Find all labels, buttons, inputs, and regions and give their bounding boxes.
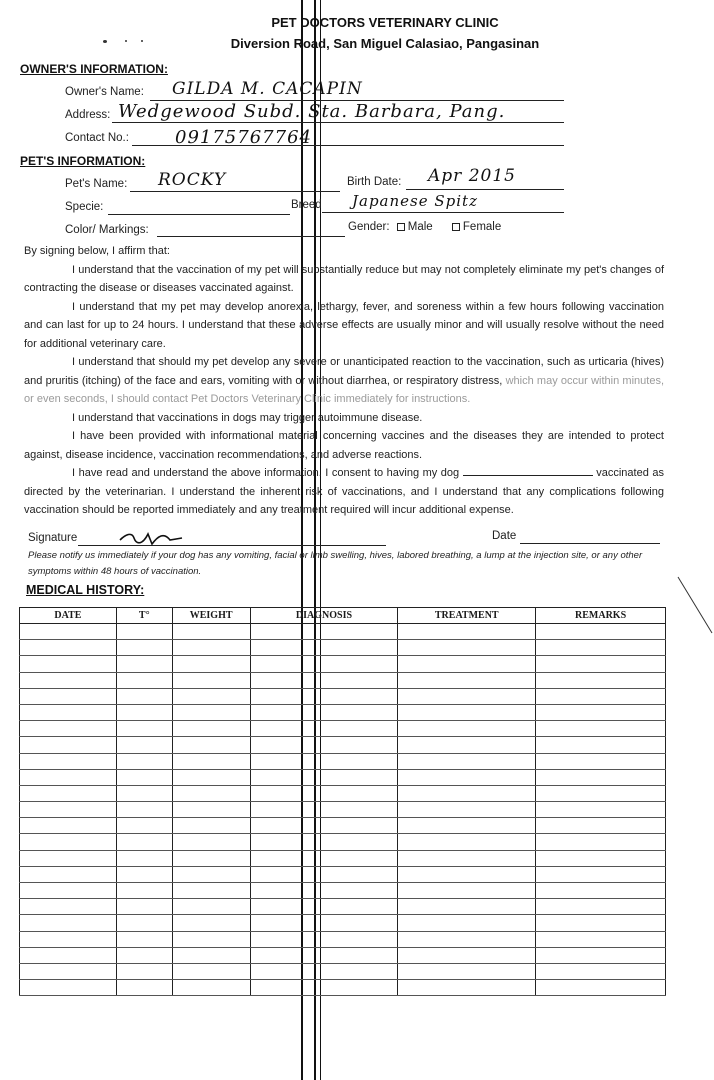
table-cell[interactable]	[172, 624, 250, 640]
column-header-diagnosis: DIAGNOSIS	[250, 608, 398, 624]
table-cell[interactable]	[536, 656, 666, 672]
table-cell[interactable]	[20, 802, 117, 818]
aftercare-notice: Please notify us immediately if your dog has any vomiting, facial or limb swelling, hives, labored breathing, a lump at the injection site, or any other symptoms within 48 hours of vaccination.	[28, 550, 643, 577]
table-row	[20, 850, 666, 866]
table-cell[interactable]	[536, 721, 666, 737]
table-cell[interactable]	[20, 688, 117, 704]
table-cell[interactable]	[20, 721, 117, 737]
consent-paragraph-5: I have been provided with informational material concerning vaccines and the diseases they are intended to protect against, disease incidence, vaccination recommendations, and adverse reactions.	[24, 430, 664, 461]
table-cell[interactable]	[116, 850, 172, 866]
table-cell[interactable]	[536, 883, 666, 899]
table-cell[interactable]	[20, 963, 117, 979]
table-cell[interactable]	[536, 931, 666, 947]
table-cell[interactable]	[250, 802, 398, 818]
table-cell[interactable]	[250, 753, 398, 769]
table-row	[20, 980, 666, 996]
table-cell[interactable]	[250, 640, 398, 656]
table-cell[interactable]	[398, 850, 536, 866]
table-cell[interactable]	[398, 802, 536, 818]
signature-label: Signature	[28, 532, 78, 544]
table-cell[interactable]	[250, 915, 398, 931]
table-cell[interactable]	[250, 688, 398, 704]
table-cell[interactable]	[172, 721, 250, 737]
owner-name-value: GILDA M. CACAPIN	[172, 79, 363, 99]
table-cell[interactable]	[398, 753, 536, 769]
column-header-temperature: T°	[116, 608, 172, 624]
table-cell[interactable]	[250, 737, 398, 753]
table-cell[interactable]	[172, 802, 250, 818]
table-row	[20, 704, 666, 720]
column-header-weight: WEIGHT	[172, 608, 250, 624]
table-cell[interactable]	[116, 704, 172, 720]
table-cell[interactable]	[398, 656, 536, 672]
table-cell[interactable]	[398, 624, 536, 640]
female-label: Female	[462, 221, 502, 233]
table-row	[20, 915, 666, 931]
table-cell[interactable]	[172, 850, 250, 866]
owner-section-title: OWNER'S INFORMATION:	[20, 62, 168, 76]
table-cell[interactable]	[20, 624, 117, 640]
table-cell[interactable]	[116, 866, 172, 882]
table-cell[interactable]	[20, 866, 117, 882]
table-cell[interactable]	[20, 931, 117, 947]
specie-line	[108, 214, 290, 215]
table-cell[interactable]	[172, 834, 250, 850]
consent-paragraph-6	[24, 464, 664, 520]
table-cell[interactable]	[116, 656, 172, 672]
column-header-date: DATE	[20, 608, 117, 624]
table-cell[interactable]	[536, 753, 666, 769]
table-cell[interactable]	[250, 704, 398, 720]
table-row	[20, 688, 666, 704]
table-row	[20, 899, 666, 915]
table-cell[interactable]	[536, 866, 666, 882]
column-header-treatment: TREATMENT	[398, 608, 536, 624]
consent-paragraph-6c: as directed by the veterinarian. I understand the inherent risk of vaccinations, and I understand that any complications following vaccination should be reported immediately and any treatment required will incur additional expense.	[24, 467, 665, 516]
owner-address-label: Address:	[65, 109, 111, 121]
table-cell[interactable]	[398, 834, 536, 850]
table-cell[interactable]	[172, 980, 250, 996]
table-cell[interactable]	[398, 980, 536, 996]
table-cell[interactable]	[536, 963, 666, 979]
consent-paragraph-1: I understand that the vaccination of my pet will substantially reduce but may not completely eliminate my pet's changes of contracting the disease or diseases vaccinated against.	[24, 263, 664, 294]
table-cell[interactable]	[116, 640, 172, 656]
table-cell[interactable]	[536, 899, 666, 915]
table-cell[interactable]	[20, 980, 117, 996]
table-cell[interactable]	[250, 963, 398, 979]
table-cell[interactable]	[116, 769, 172, 785]
table-cell[interactable]	[116, 883, 172, 899]
consent-paragraph-2: I understand that my pet may develop anorexia, lethargy, fever, and soreness within a few hours following vaccination and can last for up to 24 hours. I understand that these adverse effects are usually minor and will usually resolve without the need for additional veterinary care.	[24, 300, 664, 350]
table-cell[interactable]	[20, 737, 117, 753]
table-row	[20, 672, 666, 688]
table-cell[interactable]	[116, 963, 172, 979]
table-cell[interactable]	[172, 656, 250, 672]
table-cell[interactable]	[250, 769, 398, 785]
table-cell[interactable]	[398, 769, 536, 785]
table-cell[interactable]	[536, 737, 666, 753]
male-label: Male	[407, 221, 433, 233]
breed-value: Japanese Spitz	[352, 192, 478, 210]
table-cell[interactable]	[172, 672, 250, 688]
table-cell[interactable]	[20, 947, 117, 963]
specie-label: Specie:	[65, 201, 104, 213]
table-cell[interactable]	[398, 899, 536, 915]
breed-line	[322, 212, 564, 213]
table-cell[interactable]	[398, 963, 536, 979]
table-cell[interactable]	[398, 704, 536, 720]
pet-name-label: Pet's Name:	[65, 178, 128, 190]
table-cell[interactable]	[20, 672, 117, 688]
table-cell[interactable]	[116, 785, 172, 801]
table-cell[interactable]	[172, 704, 250, 720]
medical-history-rows	[20, 624, 666, 996]
table-cell[interactable]	[20, 656, 117, 672]
table-cell[interactable]	[20, 899, 117, 915]
color-markings-label: Color/ Markings:	[65, 224, 149, 236]
table-cell[interactable]	[172, 866, 250, 882]
table-cell[interactable]	[20, 753, 117, 769]
table-cell[interactable]	[250, 980, 398, 996]
table-cell[interactable]	[536, 688, 666, 704]
owner-contact-value: 09175767764	[175, 127, 312, 148]
table-row	[20, 963, 666, 979]
table-row	[20, 640, 666, 656]
column-header-remarks: REMARKS	[536, 608, 666, 624]
consent-paragraph-6a: I have read and understand the above information. I consent to having my dog	[72, 467, 460, 479]
pet-name-line	[130, 191, 340, 192]
table-row	[20, 883, 666, 899]
birth-date-line	[406, 189, 564, 190]
date-label: Date	[492, 530, 517, 542]
table-cell[interactable]	[116, 753, 172, 769]
table-cell[interactable]	[20, 834, 117, 850]
clinic-name: PET DOCTORS VETERINARY CLINIC	[271, 15, 499, 30]
gender-label	[348, 221, 501, 233]
table-cell[interactable]	[536, 785, 666, 801]
table-cell[interactable]	[536, 915, 666, 931]
table-cell[interactable]	[172, 883, 250, 899]
table-cell[interactable]	[250, 624, 398, 640]
table-cell[interactable]	[116, 915, 172, 931]
table-cell[interactable]	[250, 947, 398, 963]
table-cell[interactable]	[250, 818, 398, 834]
consent-paragraph-3a: I understand that should my pet develop any severe or unanticipated reaction to the vaccination, such as urticaria (hives) and pruritis (itching) of the face and ears, vomiting with or without diarrhea, or respiratory distress,	[24, 356, 664, 387]
table-row	[20, 818, 666, 834]
table-cell[interactable]	[116, 802, 172, 818]
table-cell[interactable]	[172, 899, 250, 915]
owner-contact-label: Contact No.:	[65, 132, 129, 144]
table-cell[interactable]	[116, 737, 172, 753]
table-cell[interactable]	[250, 899, 398, 915]
table-cell[interactable]	[398, 883, 536, 899]
table-cell[interactable]	[172, 915, 250, 931]
pet-section-title: PET'S INFORMATION:	[20, 154, 146, 168]
table-cell[interactable]	[398, 866, 536, 882]
table-cell[interactable]	[116, 624, 172, 640]
table-cell[interactable]	[536, 834, 666, 850]
table-cell[interactable]	[536, 980, 666, 996]
medical-history-table	[19, 607, 666, 996]
table-cell[interactable]	[20, 704, 117, 720]
table-cell[interactable]	[20, 850, 117, 866]
table-cell[interactable]	[20, 769, 117, 785]
table-cell[interactable]	[172, 931, 250, 947]
table-cell[interactable]	[250, 656, 398, 672]
birth-date-label: Birth Date:	[347, 176, 402, 188]
table-cell[interactable]	[250, 834, 398, 850]
table-cell[interactable]	[172, 688, 250, 704]
table-cell[interactable]	[20, 785, 117, 801]
table-cell[interactable]	[172, 818, 250, 834]
table-cell[interactable]	[116, 931, 172, 947]
table-cell[interactable]	[536, 624, 666, 640]
table-cell[interactable]	[536, 640, 666, 656]
signature-scribble	[118, 526, 188, 550]
table-cell[interactable]	[250, 785, 398, 801]
table-cell[interactable]	[20, 640, 117, 656]
color-markings-line	[157, 236, 345, 237]
table-cell[interactable]	[398, 915, 536, 931]
table-cell[interactable]	[20, 818, 117, 834]
owner-name-label: Owner's Name:	[65, 86, 144, 98]
table-cell[interactable]	[172, 963, 250, 979]
table-row	[20, 947, 666, 963]
consent-paragraph-4: I understand that vaccinations in dogs may trigger autoimmune disease.	[72, 411, 423, 424]
table-row	[20, 624, 666, 640]
table-cell[interactable]	[172, 640, 250, 656]
table-cell[interactable]	[116, 834, 172, 850]
consent-paragraph-3	[24, 353, 664, 409]
breed-label: Breed	[291, 199, 322, 211]
consent-paragraph-3b: which may occur within minutes, or even seconds, I should contact Pet Doctors Veterinary Clinic immediately for instructions.	[24, 374, 664, 405]
table-cell[interactable]	[398, 947, 536, 963]
table-row	[20, 721, 666, 737]
table-cell[interactable]	[116, 721, 172, 737]
table-cell[interactable]	[116, 688, 172, 704]
table-row	[20, 834, 666, 850]
table-row	[20, 802, 666, 818]
consent-block	[24, 242, 664, 520]
table-cell[interactable]	[250, 866, 398, 882]
male-checkbox[interactable]	[397, 223, 405, 231]
table-cell[interactable]	[250, 883, 398, 899]
table-cell[interactable]	[116, 818, 172, 834]
table-cell[interactable]	[250, 672, 398, 688]
table-row	[20, 931, 666, 947]
table-cell[interactable]	[398, 818, 536, 834]
table-cell[interactable]	[536, 769, 666, 785]
table-cell[interactable]	[116, 899, 172, 915]
date-line[interactable]	[520, 543, 660, 544]
table-cell[interactable]	[536, 672, 666, 688]
medical-history-title: MEDICAL HISTORY:	[26, 583, 145, 597]
table-cell[interactable]	[20, 883, 117, 899]
consent-intro: By signing below, I affirm that:	[24, 245, 170, 257]
table-cell[interactable]	[536, 947, 666, 963]
table-cell[interactable]	[172, 753, 250, 769]
pet-name-value: ROCKY	[158, 170, 227, 190]
table-row	[20, 769, 666, 785]
owner-address-value: Wedgewood Subd. Sta. Barbara, Pang.	[118, 101, 506, 122]
table-row	[20, 866, 666, 882]
table-cell[interactable]	[116, 947, 172, 963]
table-cell[interactable]	[536, 704, 666, 720]
owner-address-line	[112, 122, 564, 123]
gender-label-text: Gender:	[348, 221, 390, 233]
dog-name-blank[interactable]	[463, 475, 593, 476]
table-cell[interactable]	[398, 737, 536, 753]
table-cell[interactable]	[172, 769, 250, 785]
table-cell[interactable]	[398, 640, 536, 656]
table-cell[interactable]	[250, 721, 398, 737]
table-cell[interactable]	[172, 947, 250, 963]
table-cell[interactable]	[172, 785, 250, 801]
table-cell[interactable]	[398, 688, 536, 704]
table-header-row	[20, 608, 666, 624]
table-cell[interactable]	[250, 931, 398, 947]
table-cell[interactable]	[250, 850, 398, 866]
table-row	[20, 656, 666, 672]
table-cell[interactable]	[536, 802, 666, 818]
table-row	[20, 785, 666, 801]
table-cell[interactable]	[398, 672, 536, 688]
table-cell[interactable]	[116, 672, 172, 688]
clinic-address: Diversion Road, San Miguel Calasiao, Pangasinan	[230, 36, 540, 51]
table-cell[interactable]	[20, 915, 117, 931]
table-cell[interactable]	[172, 737, 250, 753]
table-row	[20, 753, 666, 769]
table-cell[interactable]	[536, 818, 666, 834]
table-cell[interactable]	[398, 721, 536, 737]
page-edge-mark	[676, 575, 714, 635]
table-cell[interactable]	[536, 850, 666, 866]
birth-date-value: Apr 2015	[428, 166, 516, 186]
table-cell[interactable]	[116, 980, 172, 996]
table-cell[interactable]	[398, 931, 536, 947]
female-checkbox[interactable]	[452, 223, 460, 231]
consent-paragraph-6b: vaccinated	[596, 467, 649, 479]
table-cell[interactable]	[398, 785, 536, 801]
table-row	[20, 737, 666, 753]
